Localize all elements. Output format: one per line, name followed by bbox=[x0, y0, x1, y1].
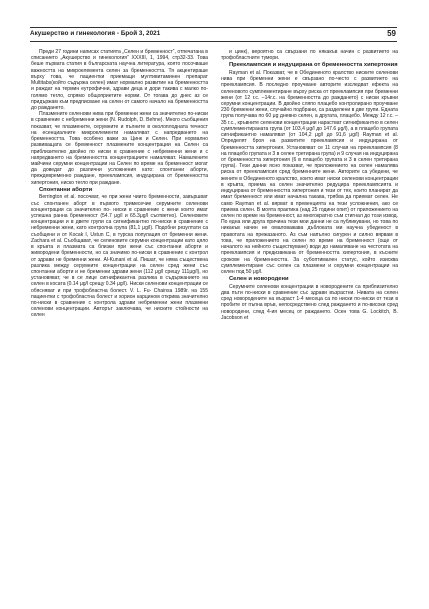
page-number: 59 bbox=[387, 29, 396, 38]
left-column bbox=[31, 49, 208, 319]
journal-title: Акушерство и гинекология - Брой 3, 2021 bbox=[30, 30, 161, 37]
plasma-selenium-paragraph: Плазмените селенови нива при бременни жени са значително по-ниски в сравнение с небременни жени (N. Rudolph, D. Behne). Много съобщения показват, че плазмените, серумните и пълните в околоплодната течност на есенциалните микроелементи намаляват с напредването на бременността. Това особено важи за Цинк и Селен. При нормално развиващата се бременност плазмените концентрации на Селен са приблизително двойно по ниски в сравнение с небременни жени и с напредването на бременността концентрациите намаляват. Намалените майчини серумни концентрации на Селен по време на бременност могат да доведат до различни усложнения като: спонтанни аборти, преждевременно раждане, прееклампсия, индуцирана от бременността хипертония, ниско тегло при раждане. bbox=[31, 111, 208, 186]
continuation-paragraph: и цинк), вероятно са свързани по някакъв начин с развитието на трофобластните тумори. bbox=[221, 49, 398, 62]
preeclampsia-paragraph: Rayman et al. Показват, че в Обединеното кралство ниските селенови нива при бременни жени е свързано по-често с развитието на прееклампсия. В последно проучване авторите изследват ефекта на селеновото сумплементиране върху риска от прееклампсия при бременни жени (от 12 г.с. –14г.с. на бременността до раждането) с ниски кръвни серумни концентрации. В двойно сляпо плацебо контролирано проучване 230 бременни жени, случайно подбрани, са разделени в две групи. Едната група получава по 60 μg дневно селен, а другата, плацебо. Между 12 г.с. – 35 г.с., кръвните селенови концентрации нарастват сигнификантно в селен сумплементираната група (от 103,4 μg/l до 147.6 μg/l), а в плацебо групата сигнификантно намаляват (от 104,2 μg/l до 91,6 μg/l) Rayman et al. Определят броя на развитите прееклампсия и индуцирана от бременността хипертония. Установяват се 11 случая на прееклампсия (8 на плацебо групата и 3 в селен третирана група) и 9 случая на индуцирана от бременността хипертония (6 в плацебо групата и 3 в селен третирана група). Тези данни ясно показват, че приложението на селен намалява риска от прееклампсия сред бременните жени. Авторите са убедени, че жените в Обединеното кралство, които имат ниски селенови концентрации в кръвта, приема на селен значително редуцира прееклампсията и индуцирана от бременността хипертония и тези от тях, които планират да имат бременност или имат начална такава, трябва да приемат селен. Не само Rayman et al. вярват в превенцията на тези усложнения, ако се приема селен. В моята практика (над 25 години опит) от приложението на селен по време на бременност, аз многократно съм стигнал до този извод. По една или друга причина тези мои данни не са публикувани, но това по никакъв начин не омаловажава дъблоката ми научна убеденост в правотата на прежазаното. Аз съм напълно сигурен и силно вярвам в това, че приложението на селен по време на бременност (още от началото на нейното съществуване) води до намаляване на честотата на прееклампсия и предизвикана от бременността хипертония, в късните срокове на бременността. За субоптимален статус, който изисква сумплементиране със селен са плазмени и серумни концентрации на селен под 50 μg/l. bbox=[221, 69, 399, 275]
section-heading-preeclampsia: Прееклампсия и индуцирана от бременността хипертония bbox=[229, 62, 398, 69]
miscarriage-paragraph: Berrington et al. посочват, че при жени чиито бременности, завършват със спонтанен аборт в първото тримесечие серумните селенови концентрации са значително по- ниски в сравнение с жени които имат успешна ранна бременност (54.7 μg/l и 65.3μg/l съответно). Селеновите концентрации и в двете групи са сигнификантно по-ниски в сравнение с небременни жени, като контролна група (81,1 μg/l). Подобни резултати са съобщени и от Kocak I, Ustun C, в турска популация от бременни жени. Zachara et al. Съобщават, че селеновите серумни концентрации като цяло в кръвта и плазмата са близки при жени със спонтанни аборти и живородени бременности, но са значимо по-ниски в сравнение с контрол от здрави не бременни жени. Al-Kunani et al. Пишат, че няма съществена разлика между серумните концентрации на селен сред жени със спонтанни аборти и не бременни здрави жени (112 μg/l срещу 111μg/l), но установяват, че в се лице сигнификантна разлика в съдържанието на селен в косата (0.14 μg/l срещу 0.34 μg/l). Ниски селенови концентрации се обясняват и при трофобластна болест. V. L. Fu- Chainsa 1989г. на 155 пациентки с трофобластна болест и хорион карцином открива значително по-ниски в сравнение с контрола здрави небременни жени плазмени селенови концентрации. Авторът заключава, че ниските стойности на селен bbox=[31, 194, 209, 319]
intro-paragraph: Преди 27 години написах статията „Селен и бременност“, отпечатана в списанието „Акушерство и гинекология“ XXXIII, 1, 1994, стр32-33. Това беше първата статия в българската научна литература, която посочваше важността на микроелемента селен за бременността. Тя акцентираше върху това, че пациентки приемащи мултивитаминен препарат Multitabs(който съдържа селен) имат нормално развитие на бременността и раждат на термин еутрофични, здрави деца и дори такива с малко по-голямо тегло, спрямо общоприетите норми. От тогава до днес аз се придържам към предписване на селен от самото начало на бременността до раждането. bbox=[31, 49, 208, 111]
section-heading-newborns: Селен и новородени bbox=[229, 276, 289, 283]
right-column bbox=[221, 49, 398, 321]
section-heading-miscarriage: Спонтанни аборти bbox=[39, 186, 93, 193]
newborns-paragraph: Серумните селенови концентрации в новородените са приблизително два пъти по-ниски в сравнение със здрави възрастни. Нивата на селен сред новородените на възраст 1-4 месеца са по ниски по-ниски от тези в пробите от пъпна връв, непосредствено след раждането и по-високи сред новородени, след 4-ия месец от раждането. Осен това G. Lockitch, B. Jacobson et bbox=[221, 283, 398, 321]
